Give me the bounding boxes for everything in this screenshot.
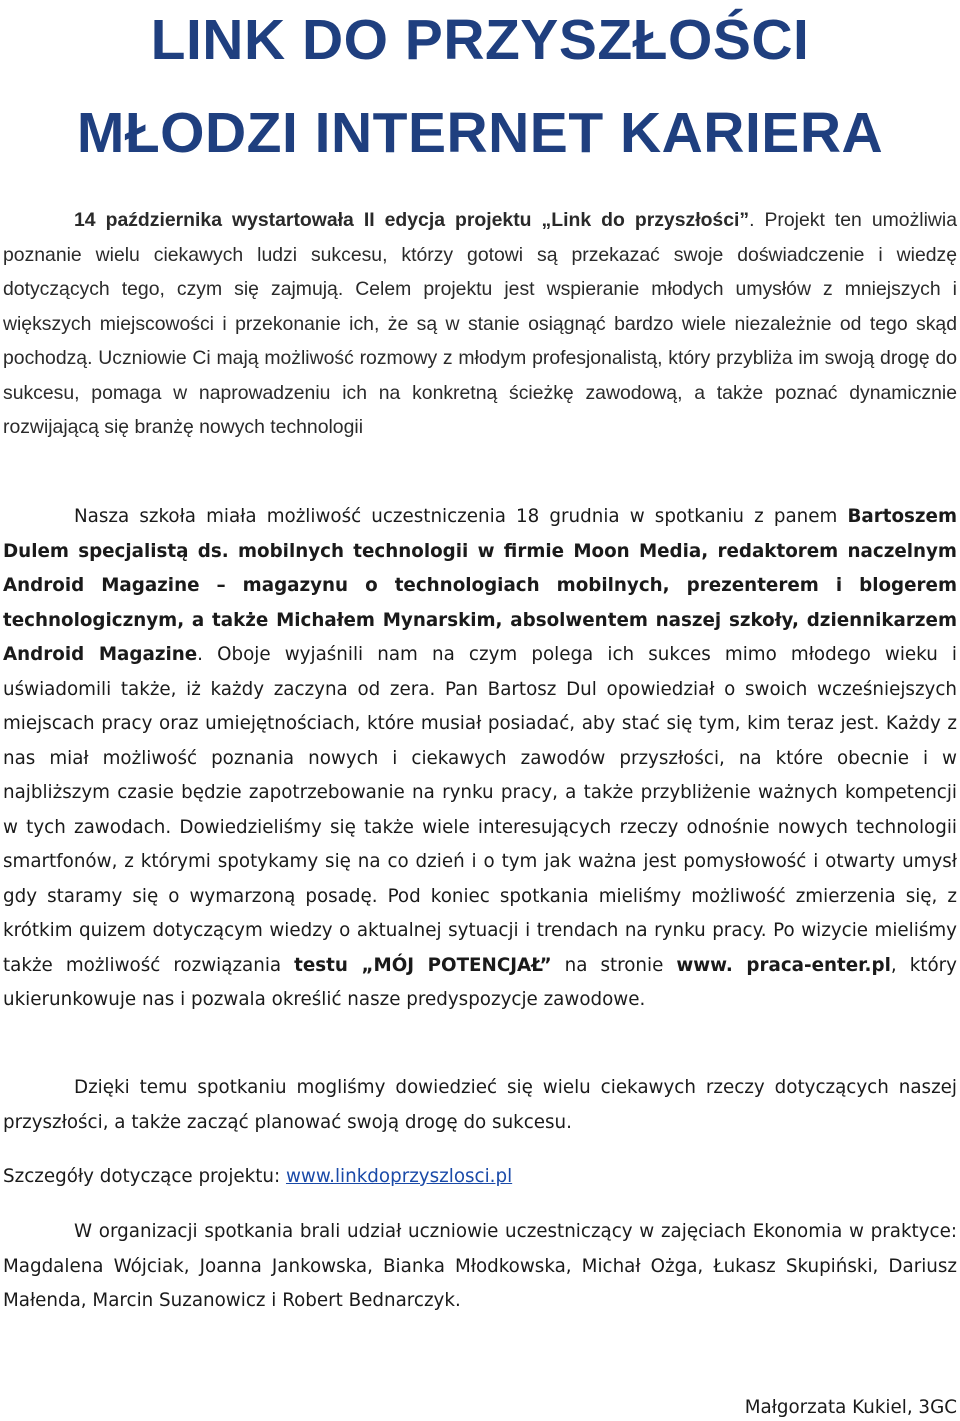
project-link[interactable]: www.linkdoprzyszlosci.pl [285, 1166, 513, 1187]
meeting-text-a: Nasza szkoła miała możliwość uczestniczenia 18 grudnia w spotkaniu z panem [74, 506, 848, 527]
meeting-text-d: , który ukierunkowuje nas i pozwala określić nasze predyspozycje zawodowe. [3, 954, 957, 1010]
intro-text: . Projekt ten umożliwia poznanie wielu ciekawych ludzi sukcesu, którzy gotowi są przekazać swoje doświadczenie i wiedzę dotyczących tego, czym się zajmują. Celem projektu jest wspieranie młodych umysłów z mniejszych i większych miejscowości i przekonanie ich, że są w stanie osiągnąć bardzo wiele niezależnie od tego skąd pochodzą. Uczniowie Ci mają możliwość rozmowy z młodym profesjonalistą, który przybliża im swoją drogę do sukcesu, pomaga w naprowadzeniu ich na konkretną ścieżkę zawodową, a także poznać dynamicznie rozwijającą się branżę nowych technologii [3, 209, 957, 438]
details-paragraph [3, 1160, 957, 1195]
meeting-paragraph [3, 500, 957, 1018]
summary-paragraph [3, 1071, 957, 1140]
meeting-guests-bold: Bartoszem Dulem specjalistą ds. mobilnych technologii w firmie Moon Media, redaktorem naczelnym Android Magazine – magazynu o technologiach mobilnych, prezenterem i blogerem technologicznym, a także Michałem Mynarskim, absolwentem naszej szkoły, dziennikarzem Android Magazine [3, 506, 957, 665]
page-title-line-1: LINK DO PRZYSZŁOŚCI [150, 8, 810, 72]
meeting-text-c: na stronie [551, 954, 677, 976]
intro-paragraph [3, 203, 957, 445]
organizers-paragraph [3, 1215, 957, 1319]
test-name-bold: testu „MÓJ POTENCJAŁ” [294, 954, 552, 976]
page-title-line-2: MŁODZI INTERNET KARIERA [76, 101, 884, 165]
author-signature: Małgorzata Kukiel, 3GC [744, 1397, 957, 1418]
organizers-text: W organizacji spotkania brali udział uczniowie uczestniczący w zajęciach Ekonomia w praktyce: Magdalena Wójciak, Joanna Jankowska, Bianka Młodkowska, Michał Ożga, Łukasz Skupiński, Dariusz Małenda, Marcin Suzanowicz i Robert Bednarczyk. [3, 1221, 957, 1311]
meeting-text-b: . Oboje wyjaśnili nam na czym polega ich sukces mimo młodego wieku i uświadomili także, iż każdy zaczyna od zera. Pan Bartosz Dul opowiedział o swoich wcześniejszych miejscach pracy oraz umiejętnościach, które musiał posiadać, aby stać się tym, kim teraz jest. Każdy z nas miał możliwość poznania nowych i ciekawych zawodów przyszłości, na które obecnie i w najbliższym czasie będzie zapotrzebowanie na rynku pracy, a także przybliżenie ważnych kompetencji w tych zawodach. Dowiedzieliśmy się także wiele interesujących rzeczy odnośnie nowych technologii smartfonów, z którymi spotykamy się na co dzień i o tym jak ważna jest pomysłowość i otwarty umysł gdy staramy się o wymarzoną posadę. Pod koniec spotkania mieliśmy możliwość zmierzenia się, z krótkim quizem dotyczącym wiedzy o aktualnej sytuacji i trendach na rynku pracy. Po wizycie mieliśmy także możliwość rozwiązania [3, 644, 957, 976]
summary-text: Dzięki temu spotkaniu mogliśmy dowiedzieć się wielu ciekawych rzeczy dotyczących naszej przyszłości, a także zacząć planować swoją drogę do sukcesu. [3, 1077, 957, 1133]
details-label: Szczegóły dotyczące projektu: [3, 1166, 286, 1187]
website-bold: www. praca-enter.pl [676, 954, 891, 976]
intro-bold-lead: 14 października wystartowała II edycja projektu „Link do przyszłości” [74, 209, 750, 231]
